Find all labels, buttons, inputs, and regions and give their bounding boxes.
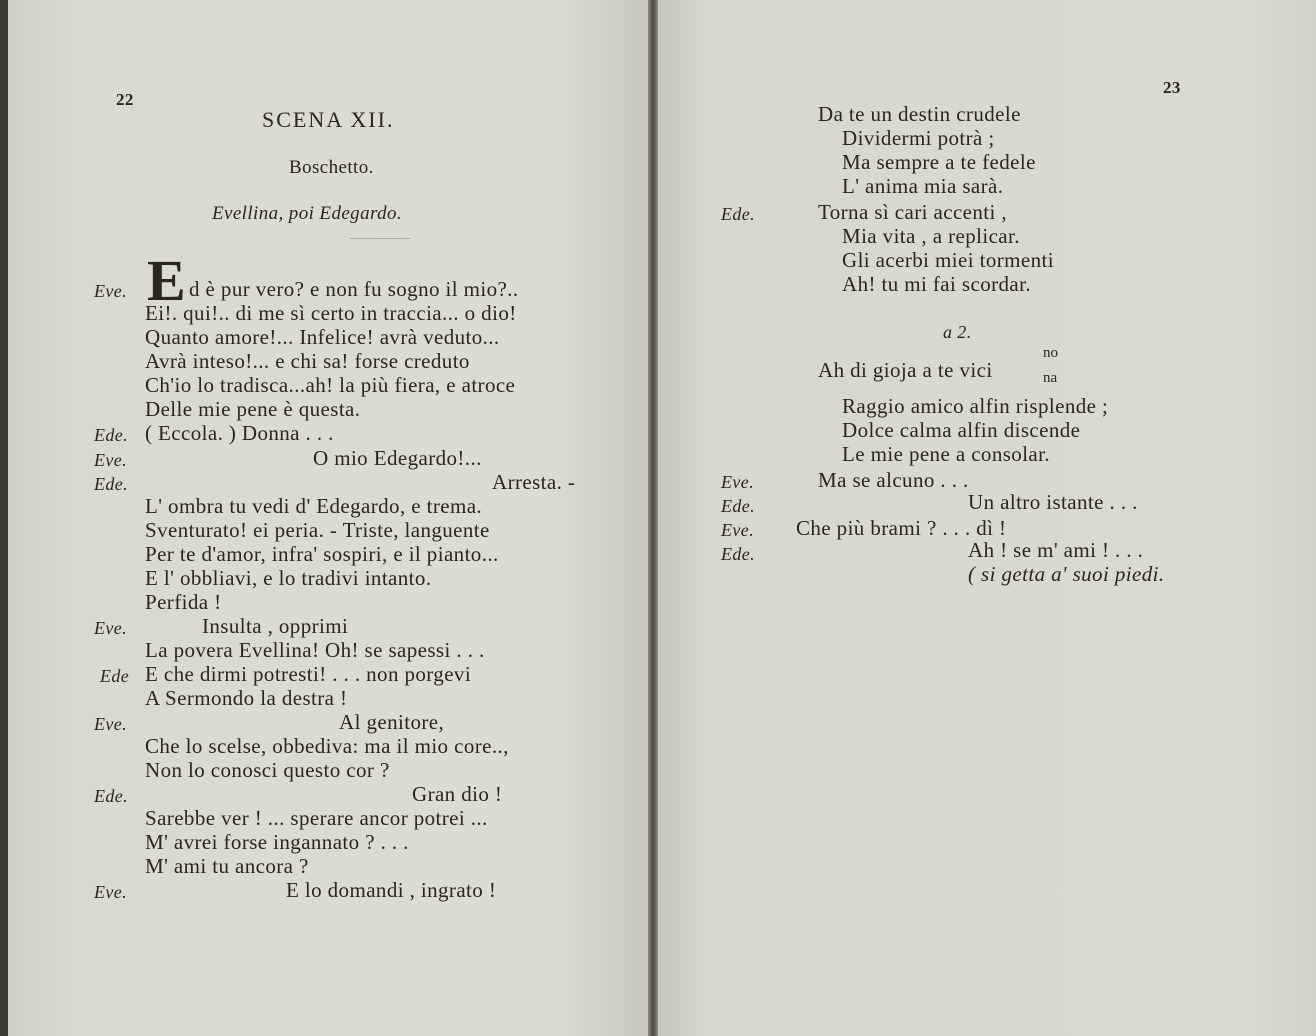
speaker-label: Ede <box>100 666 130 686</box>
speaker-label: Ede. <box>721 204 756 224</box>
verse-line: Per te d'amor, infra' sospiri, e il pianto... <box>145 542 499 566</box>
variant-lower: na <box>1043 370 1058 386</box>
speaker-label: Ede. <box>721 544 756 564</box>
verse-line: La povera Evellina! Oh! se sapessi . . . <box>145 638 485 662</box>
book-gutter <box>648 0 658 1036</box>
speaker-label: Ede. <box>721 496 756 516</box>
dropcap-letter: E <box>147 248 186 313</box>
speaker-label: Eve. <box>721 520 755 540</box>
verse-line: A Sermondo la destra ! <box>145 686 348 710</box>
speaker-label: Eve. <box>94 450 128 470</box>
verse-line: M' avrei forse ingannato ? . . . <box>145 830 409 854</box>
verse-line: Arresta. - <box>492 470 576 494</box>
speaker-label: Eve. <box>94 281 128 301</box>
verse-line: Torna sì cari accenti , <box>818 200 1008 224</box>
verse-line: M' ami tu ancora ? <box>145 854 309 878</box>
scene-title: SCENA XII. <box>262 107 395 132</box>
verse-line: Quanto amore!... Infelice! avrà veduto... <box>145 325 500 349</box>
verse-line: Ma sempre a te fedele <box>842 150 1036 174</box>
verse-line: Sarebbe ver ! ... sperare ancor potrei ... <box>145 806 488 830</box>
verse-line: L' anima mia sarà. <box>842 174 1004 198</box>
verse-line: O mio Edegardo!... <box>313 446 482 470</box>
verse-line: E lo domandi , ingrato ! <box>286 878 497 902</box>
verse-line: Le mie pene a consolar. <box>842 442 1051 466</box>
speaker-label: Eve. <box>721 472 755 492</box>
speaker-label: Eve. <box>94 714 128 734</box>
verse-line: Ah ! se m' ami ! . . . <box>968 538 1144 562</box>
verse-line: Perfida ! <box>145 590 222 614</box>
verse-line: Che lo scelse, obbediva: ma il mio core.., <box>145 734 509 758</box>
variant-upper: no <box>1043 345 1058 361</box>
speaker-label: Ede. <box>94 786 129 806</box>
speaker-label: Ede. <box>94 425 129 445</box>
scene-characters: Evellina, poi Edegardo. <box>212 203 403 224</box>
verse-line: Dividermi potrà ; <box>842 126 995 150</box>
verse-line: Insulta , opprimi <box>202 614 349 638</box>
speaker-label: Eve. <box>94 618 128 638</box>
verse-line: d è pur vero? e non fu sogno il mio?.. <box>189 277 519 301</box>
divider <box>350 238 410 239</box>
scene-setting: Boschetto. <box>289 157 374 178</box>
speaker-label: Ede. <box>94 474 129 494</box>
verse-line: Non lo conosci questo cor ? <box>145 758 390 782</box>
duet-marker: a 2. <box>943 322 972 342</box>
verse-line: Gli acerbi miei tormenti <box>842 248 1054 272</box>
verse-line: Che più brami ? . . . dì ! <box>796 516 1007 540</box>
verse-line: Avrà inteso!... e chi sa! forse creduto <box>145 349 470 373</box>
verse-line: Ah di gioja a te vici <box>818 358 993 382</box>
verse-line: Raggio amico alfin risplende ; <box>842 394 1109 418</box>
verse-line: Ch'io lo tradisca...ah! la più fiera, e atroce <box>145 373 516 397</box>
stage-direction: ( si getta a' suoi piedi. <box>968 562 1165 586</box>
verse-line: Sventurato! ei peria. - Triste, languente <box>145 518 490 542</box>
verse-line: E che dirmi potresti! . . . non porgevi <box>145 662 472 686</box>
verse-line: Ah! tu mi fai scordar. <box>842 272 1032 296</box>
verse-line: ( Eccola. ) Donna . . . <box>145 421 334 445</box>
verse-line: Ei!. qui!.. di me sì certo in traccia... o dio! <box>145 301 517 325</box>
verse-line: Da te un destin crudele <box>818 102 1021 126</box>
verse-line: L' ombra tu vedi d' Edegardo, e trema. <box>145 494 483 518</box>
verse-line: Un altro istante . . . <box>968 490 1138 514</box>
verse-line: Delle mie pene è questa. <box>145 397 361 421</box>
verse-line: Al genitore, <box>339 710 445 734</box>
verse-line: Mia vita , a replicar. <box>842 224 1020 248</box>
verse-line: Ma se alcuno . . . <box>818 468 969 492</box>
page-number-right: 23 <box>1163 78 1181 97</box>
verse-line: Dolce calma alfin discende <box>842 418 1081 442</box>
page-number-left: 22 <box>116 90 134 109</box>
verse-line: E l' obbliavi, e lo tradivi intanto. <box>145 566 432 590</box>
verse-line: Gran dio ! <box>412 782 503 806</box>
speaker-label: Eve. <box>94 882 128 902</box>
